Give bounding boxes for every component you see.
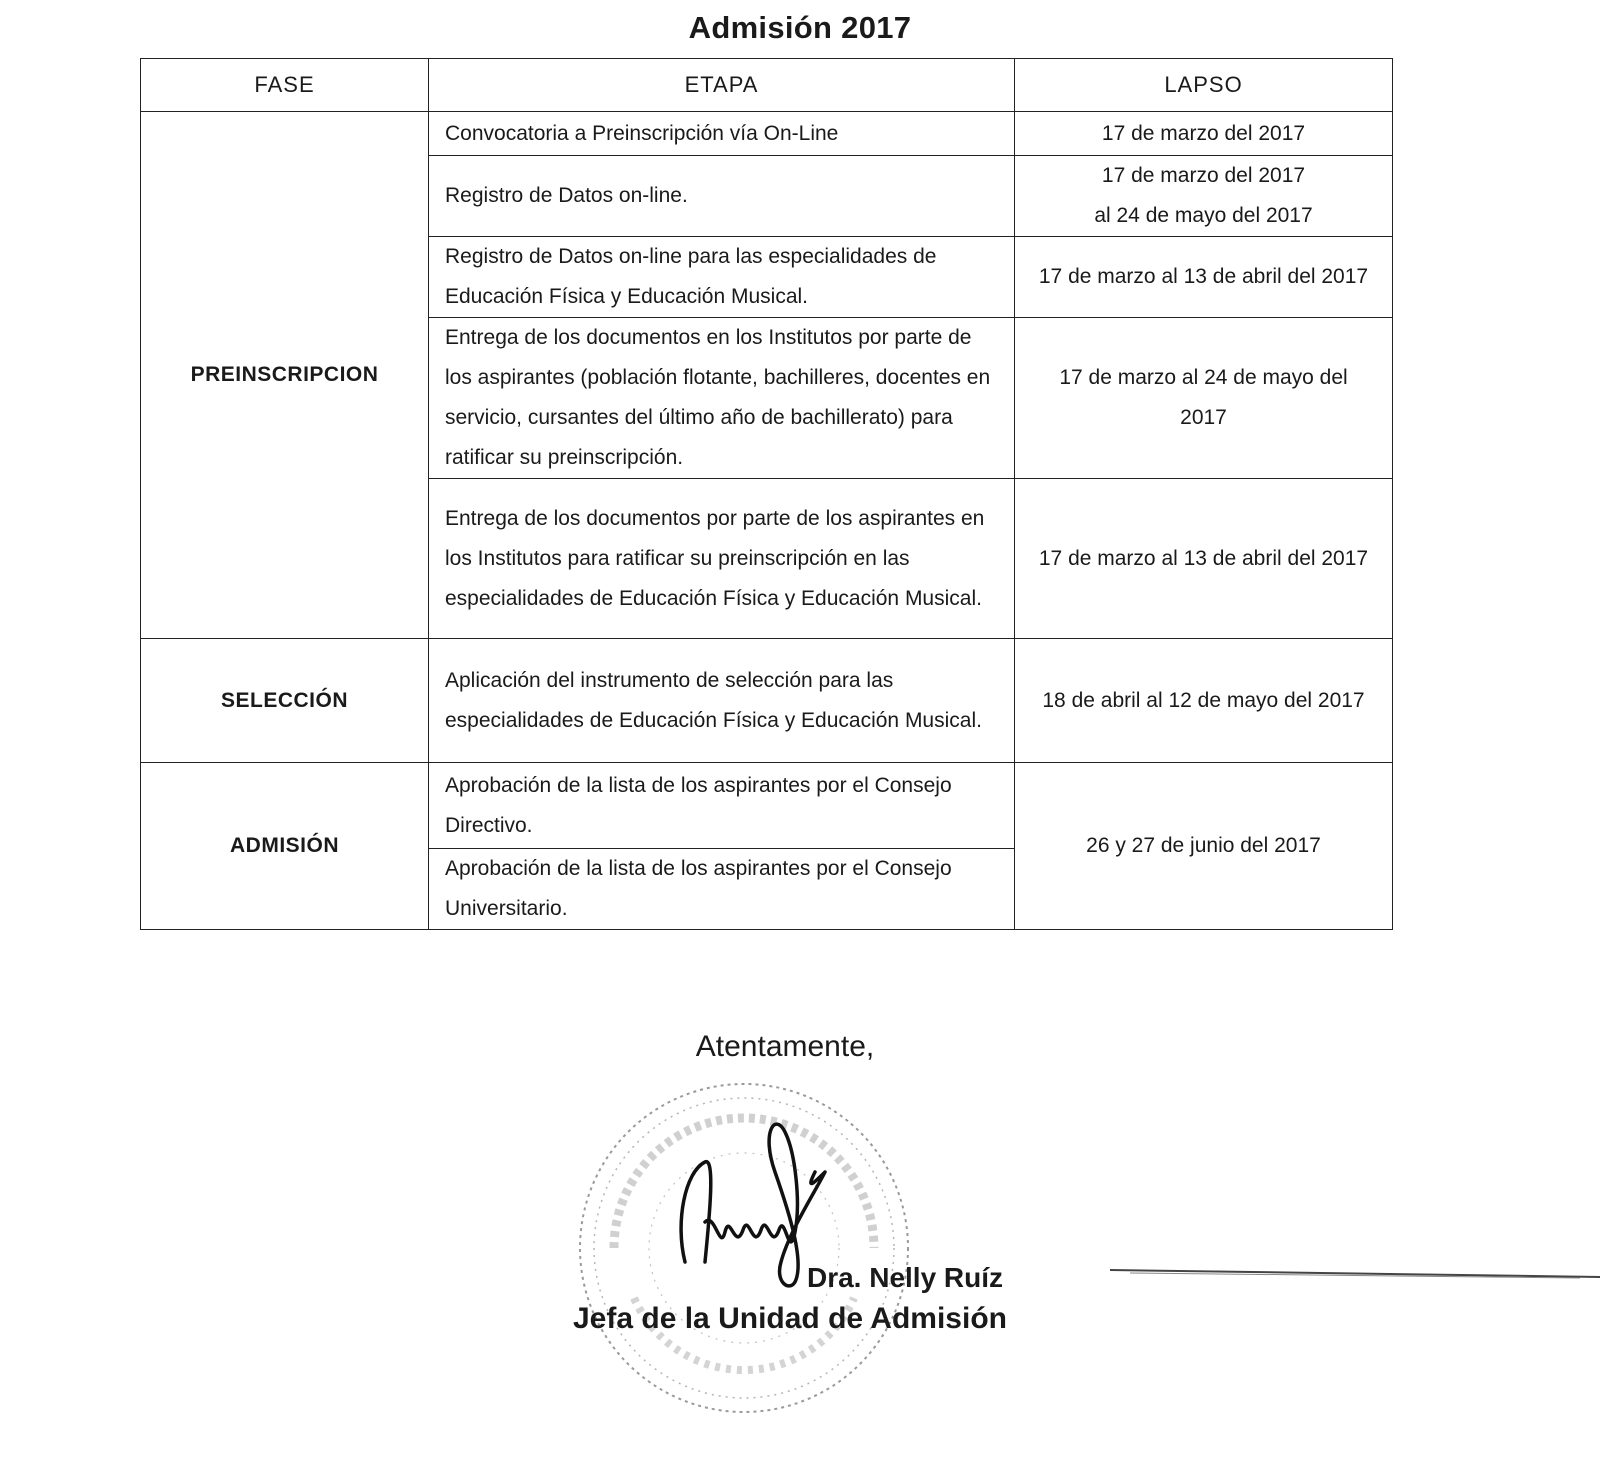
document-title: Admisión 2017 xyxy=(688,10,912,45)
signer-title xyxy=(0,1302,1600,1336)
etapa-cell: Registro de Datos on-line. xyxy=(429,156,1015,237)
salutation-text: Atentamente, xyxy=(695,1030,875,1063)
etapa-cell: Aplicación del instrumento de selección para las especialidades de Educación Física y Educación Musical. xyxy=(429,639,1015,763)
table-header-row xyxy=(141,59,1393,112)
header-fase: FASE xyxy=(141,59,429,112)
lapso-cell: 26 y 27 de junio del 2017 xyxy=(1015,763,1393,930)
etapa-cell: Aprobación de la lista de los aspirantes por el Consejo Directivo. xyxy=(429,763,1015,849)
etapa-cell: Entrega de los documentos en los Institutos por parte de los aspirantes (población flotante, bachilleres, docentes en servicio, cursantes del último año de bachillerato) para ratificar su preinscripción. xyxy=(429,318,1015,479)
signer-title-text: Jefa de la Unidad de Admisión xyxy=(573,1302,1007,1335)
etapa-cell: Aprobación de la lista de los aspirantes por el Consejo Universitario. xyxy=(429,849,1015,930)
signer-name-text: Dra. Nelly Ruíz xyxy=(806,1262,1004,1293)
lapso-line: al 24 de mayo del 2017 xyxy=(1094,204,1313,227)
etapa-cell: Convocatoria a Preinscripción vía On-Line xyxy=(429,112,1015,156)
lapso-cell: 17 de marzo al 13 de abril del 2017 xyxy=(1015,479,1393,639)
header-lapso: LAPSO xyxy=(1015,59,1393,112)
phase-admision: ADMISIÓN xyxy=(141,763,429,930)
lapso-cell: 17 de marzo al 24 de mayo del 2017 xyxy=(1015,318,1393,479)
lapso-cell: 18 de abril al 12 de mayo del 2017 xyxy=(1015,639,1393,763)
lapso-cell: 17 de marzo del 2017 xyxy=(1015,112,1393,156)
etapa-cell: Entrega de los documentos por parte de los aspirantes en los Institutos para ratificar su preinscripción en las especialidades de Educación Física y Educación Musical. xyxy=(429,479,1015,639)
scan-artifact-line xyxy=(1110,1266,1600,1280)
lapso-cell: 17 de marzo al 13 de abril del 2017 xyxy=(1015,237,1393,318)
table-row xyxy=(141,112,1393,156)
etapa-cell: Registro de Datos on-line para las especialidades de Educación Física y Educación Musical. xyxy=(429,237,1015,318)
lapso-line: 17 de marzo del 2017 xyxy=(1101,164,1306,187)
phase-seleccion: SELECCIÓN xyxy=(141,639,429,763)
lapso-cell xyxy=(1015,156,1393,237)
admission-schedule-table xyxy=(140,58,1393,930)
phase-preinscripcion: PREINSCRIPCION xyxy=(141,112,429,639)
header-etapa: ETAPA xyxy=(429,59,1015,112)
table-row xyxy=(141,639,1393,763)
closing-salutation xyxy=(0,1030,1600,1064)
table-row xyxy=(141,763,1393,849)
